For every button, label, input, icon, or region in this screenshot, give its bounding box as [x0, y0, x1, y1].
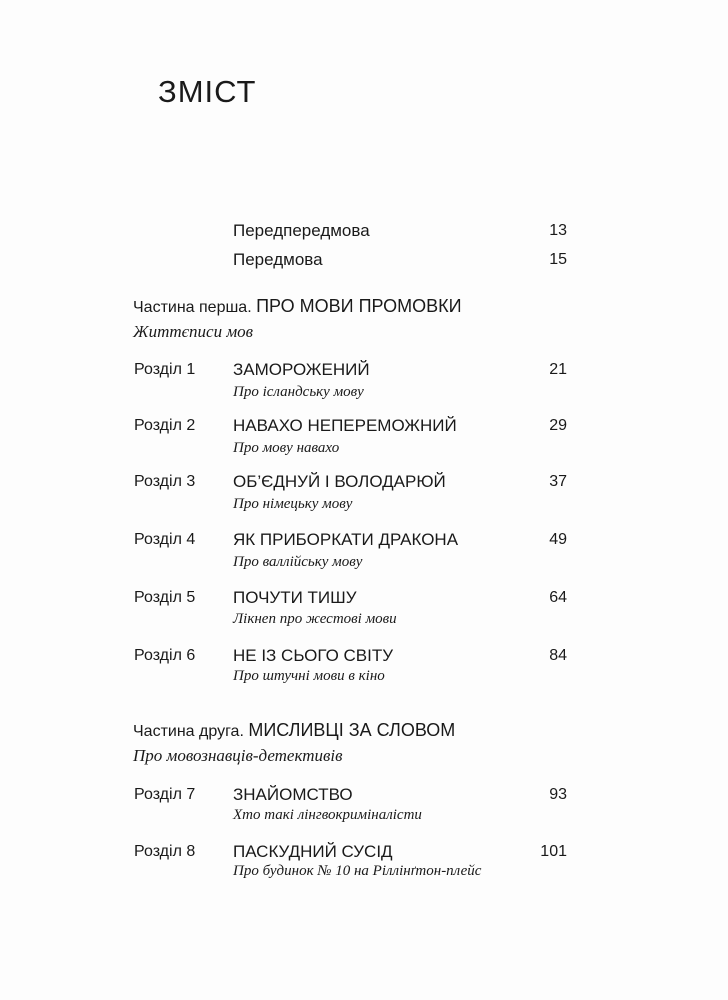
chapter-subtitle: Про німецьку мову [233, 496, 353, 512]
chapter-label: Розділ 1 [134, 361, 196, 378]
chapter-subtitle: Про валлійську мову [233, 554, 363, 570]
entry-title: Передмова [233, 250, 323, 269]
page-number: 29 [549, 417, 567, 434]
chapter-label: Розділ 6 [134, 647, 196, 664]
page-number: 37 [549, 473, 567, 490]
part-subtitle: Життєписи мов [133, 322, 254, 341]
page-number: 84 [549, 647, 567, 664]
part-title: МИСЛИВЦІ ЗА СЛОВОМ [248, 720, 456, 740]
part-subtitle: Про мовознавців-детективів [133, 746, 343, 765]
entry-title: Передпередмова [233, 221, 370, 240]
part-label: Частина перша. [133, 299, 252, 316]
chapter-label: Розділ 4 [134, 531, 196, 548]
chapter-label: Розділ 3 [134, 473, 196, 490]
chapter-subtitle: Хто такі лінгвокриміналісти [233, 807, 422, 823]
page-number: 101 [540, 843, 567, 860]
chapter-title: ЯК ПРИБОРКАТИ ДРАКОНА [233, 530, 459, 549]
part-title: ПРО МОВИ ПРОМОВКИ [256, 296, 462, 316]
chapter-title: ЗНАЙОМСТВО [233, 785, 353, 804]
chapter-subtitle: Лікнеп про жестові мови [233, 611, 397, 627]
chapter-subtitle: Про мову навахо [233, 440, 340, 456]
chapter-title: ЗАМОРОЖЕНИЙ [233, 360, 370, 379]
page-number: 93 [549, 786, 567, 803]
page-number: 13 [549, 222, 567, 239]
chapter-title: НЕ ІЗ СЬОГО СВІТУ [233, 646, 394, 665]
chapter-title: ОБ’ЄДНУЙ І ВОЛОДАРЮЙ [233, 472, 446, 491]
chapter-subtitle: Про будинок № 10 на Ріллінґтон-плейс [233, 863, 482, 879]
page-number: 21 [549, 361, 567, 378]
chapter-title: ПАСКУДНИЙ СУСІД [233, 842, 393, 861]
chapter-label: Розділ 2 [134, 417, 196, 434]
chapter-label: Розділ 5 [134, 589, 196, 606]
part-label: Частина друга. [133, 723, 244, 740]
page-title: ЗМІСТ [158, 74, 257, 109]
chapter-subtitle: Про штучні мови в кіно [233, 668, 385, 684]
page-number: 49 [549, 531, 567, 548]
chapter-label: Розділ 7 [134, 786, 196, 803]
chapter-title: ПОЧУТИ ТИШУ [233, 588, 357, 607]
chapter-subtitle: Про ісландську мову [233, 384, 364, 400]
page-number: 15 [549, 251, 567, 268]
page-number: 64 [549, 589, 567, 606]
chapter-title: НАВАХО НЕПЕРЕМОЖНИЙ [233, 416, 457, 435]
chapter-label: Розділ 8 [134, 843, 196, 860]
